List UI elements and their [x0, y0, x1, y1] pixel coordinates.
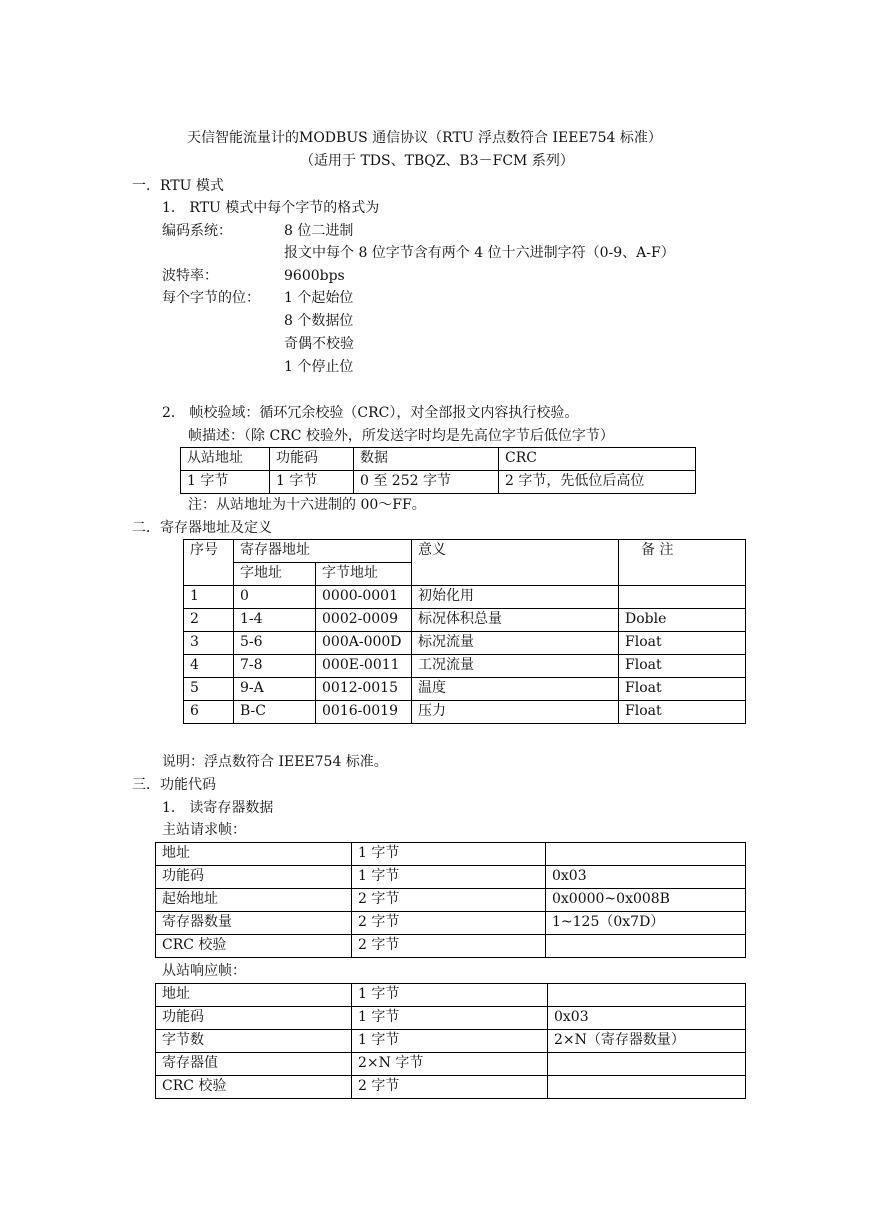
table-row	[156, 1053, 746, 1076]
table-cell: 字节数	[156, 1030, 352, 1053]
table-cell: 从站地址	[181, 448, 270, 471]
section1-sub1: 1． RTU 模式中每个字节的格式为	[162, 200, 380, 216]
table-cell: 2 字节	[352, 1076, 548, 1099]
header-no: 序号	[184, 540, 234, 586]
header-byte-address: 字节地址	[316, 563, 412, 586]
section1-heading: 一．RTU 模式	[132, 178, 224, 194]
table-cell: CRC 校验	[156, 935, 352, 958]
table-cell: 0000-0001	[316, 586, 412, 609]
table-cell: 1 字节	[270, 471, 354, 494]
table-cell: 5-6	[234, 632, 316, 655]
table-cell: 1 字节	[352, 984, 548, 1007]
table-cell: 0002-0009	[316, 609, 412, 632]
table-row	[184, 632, 746, 655]
table-cell: 0x0000~0x008B	[546, 889, 746, 912]
table-cell: 压力	[412, 701, 619, 724]
table-cell: 000A-000D	[316, 632, 412, 655]
table-cell: 0016-0019	[316, 701, 412, 724]
bits-label: 每个字节的位：	[162, 290, 260, 306]
baud-label: 波特率：	[162, 268, 218, 284]
response-frame-table	[155, 983, 746, 1099]
table-cell	[548, 1076, 746, 1099]
frame-description: 帧描述：（除 CRC 校验外，所发送字时均是先高位字节后低位字节）	[188, 428, 614, 444]
table-cell: Float	[619, 655, 746, 678]
table-cell: 2×N 字节	[352, 1053, 548, 1076]
table-cell: 5	[184, 678, 234, 701]
table-cell: 地址	[156, 843, 352, 866]
table-row	[156, 843, 746, 866]
table-cell: 000E-0011	[316, 655, 412, 678]
table-cell: 7-8	[234, 655, 316, 678]
encoding-line-2: 报文中每个 8 位字节含有两个 4 位十六进制字符（0-9、A-F）	[284, 245, 675, 261]
table-cell: 初始化用	[412, 586, 619, 609]
table-row	[181, 471, 696, 494]
table-cell: 地址	[156, 984, 352, 1007]
table-cell: 0012-0015	[316, 678, 412, 701]
header-remark: 备 注	[619, 540, 746, 586]
table-cell: 数据	[354, 448, 499, 471]
table-row	[184, 678, 746, 701]
table-cell	[548, 984, 746, 1007]
table-cell	[546, 843, 746, 866]
frame-table	[180, 447, 696, 494]
header-meaning: 意义	[412, 540, 619, 586]
table-cell: 3	[184, 632, 234, 655]
table-cell: 功能码	[270, 448, 354, 471]
table-cell: Float	[619, 678, 746, 701]
table-cell: 1 字节	[352, 1007, 548, 1030]
table-row	[156, 889, 746, 912]
ieee754-note: 说明：浮点数符合 IEEE754 标准。	[162, 754, 388, 770]
table-cell: 寄存器值	[156, 1053, 352, 1076]
table-row	[156, 1030, 746, 1053]
request-frame-label: 主站请求帧：	[162, 822, 246, 838]
table-cell: 1	[184, 586, 234, 609]
table-cell: 标况流量	[412, 632, 619, 655]
encoding-line-1: 8 位二进制	[284, 223, 354, 239]
encoding-label: 编码系统：	[162, 223, 232, 239]
table-cell: Doble	[619, 609, 746, 632]
table-row	[184, 701, 746, 724]
bits-line-4: 1 个停止位	[284, 359, 354, 375]
baud-value: 9600bps	[284, 268, 345, 284]
table-cell: CRC 校验	[156, 1076, 352, 1099]
section3-heading: 三．功能代码	[132, 777, 216, 793]
table-row	[184, 586, 746, 609]
table-cell: 功能码	[156, 1007, 352, 1030]
table-cell: 2 字节	[352, 889, 546, 912]
bits-line-1: 1 个起始位	[284, 290, 354, 306]
section2-heading: 二．寄存器地址及定义	[132, 520, 272, 536]
table-cell: 寄存器数量	[156, 912, 352, 935]
page-subtitle: （适用于 TDS、TBQZ、B3－FCM 系列）	[300, 153, 574, 169]
section3-sub1: 1． 读寄存器数据	[162, 800, 274, 816]
table-row	[184, 609, 746, 632]
table-row	[156, 1007, 746, 1030]
request-frame-table	[155, 842, 746, 958]
table-cell: CRC	[499, 448, 696, 471]
table-cell: 2	[184, 609, 234, 632]
table-cell: 2 字节	[352, 935, 546, 958]
table-cell: 功能码	[156, 866, 352, 889]
table-cell: 1 字节	[352, 1030, 548, 1053]
table-cell: 1~125（0x7D）	[546, 912, 746, 935]
section1-sub2: 2． 帧校验域：循环冗余校验（CRC），对全部报文内容执行校验。	[162, 405, 579, 421]
page-title: 天信智能流量计的MODBUS 通信协议（RTU 浮点数符合 IEEE754 标准）	[187, 130, 662, 146]
register-table	[183, 539, 746, 724]
table-row	[184, 655, 746, 678]
bits-line-2: 8 个数据位	[284, 313, 354, 329]
table-cell	[619, 586, 746, 609]
table-row	[156, 866, 746, 889]
table-cell: 4	[184, 655, 234, 678]
table-cell: 2 字节，先低位后高位	[499, 471, 696, 494]
header-register-address: 寄存器地址	[234, 540, 412, 563]
table-cell: 9-A	[234, 678, 316, 701]
table-cell: 温度	[412, 678, 619, 701]
table-cell: 工况流量	[412, 655, 619, 678]
table-cell: 标况体积总量	[412, 609, 619, 632]
table-cell: 0 至 252 字节	[354, 471, 499, 494]
slave-address-note: 注：从站地址为十六进制的 00～FF。	[188, 497, 426, 513]
table-row	[181, 448, 696, 471]
table-cell: 1 字节	[181, 471, 270, 494]
table-cell	[548, 1053, 746, 1076]
table-row	[156, 935, 746, 958]
table-cell: 1-4	[234, 609, 316, 632]
table-cell: 0x03	[546, 866, 746, 889]
table-row	[156, 912, 746, 935]
table-cell	[546, 935, 746, 958]
table-cell: 0x03	[548, 1007, 746, 1030]
table-row	[156, 984, 746, 1007]
table-cell: 6	[184, 701, 234, 724]
table-cell: 2 字节	[352, 912, 546, 935]
table-cell: 0	[234, 586, 316, 609]
table-cell: 1 字节	[352, 843, 546, 866]
table-cell: Float	[619, 632, 746, 655]
header-word-address: 字地址	[234, 563, 316, 586]
table-cell: 起始地址	[156, 889, 352, 912]
table-row	[156, 1076, 746, 1099]
table-header-row	[184, 540, 746, 563]
table-cell: B-C	[234, 701, 316, 724]
bits-line-3: 奇偶不校验	[284, 336, 354, 352]
response-frame-label: 从站响应帧：	[162, 963, 246, 979]
table-cell: 2×N（寄存器数量）	[548, 1030, 746, 1053]
table-cell: Float	[619, 701, 746, 724]
table-cell: 1 字节	[352, 866, 546, 889]
